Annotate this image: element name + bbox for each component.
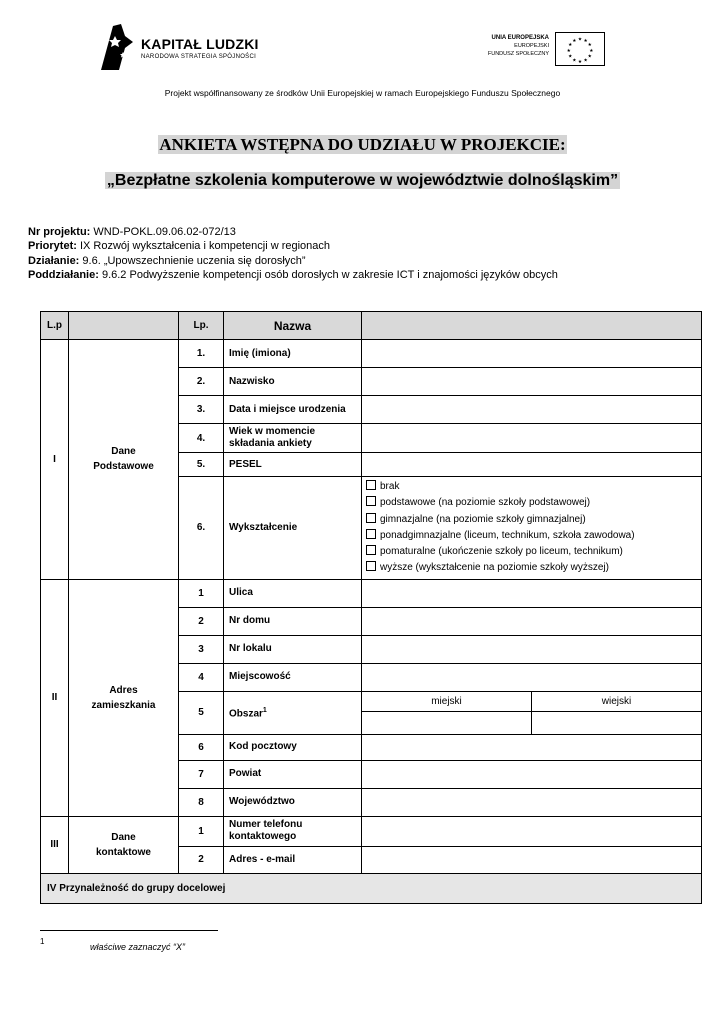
svg-text:★: ★ — [577, 37, 583, 43]
row-num: 2 — [179, 846, 224, 873]
document-title: ANKIETA WSTĘPNA DO UDZIAŁU W PROJEKCIE: — [159, 135, 566, 154]
checkbox-icon[interactable] — [366, 561, 376, 571]
field-label: PESEL — [224, 453, 362, 477]
obszar-wiejski-input[interactable] — [532, 712, 702, 734]
field-label: Nr lokalu — [224, 635, 362, 663]
education-options — [362, 477, 702, 580]
svg-text:★: ★ — [583, 58, 588, 64]
row-num: 4 — [179, 663, 224, 691]
row-num: 5. — [179, 453, 224, 477]
svg-text:★: ★ — [566, 48, 571, 54]
field-label: Kod pocztowy — [224, 734, 362, 760]
field-label: Numer telefonu kontaktowego — [224, 816, 362, 846]
obszar-miejski-label: miejski — [362, 692, 532, 712]
field-label: Wykształcenie — [224, 477, 362, 580]
ulica-input[interactable] — [362, 579, 702, 607]
row-num: 2 — [179, 607, 224, 635]
row-num: 4. — [179, 424, 224, 453]
header-lp2: Lp. — [179, 312, 224, 340]
checkbox-icon[interactable] — [366, 529, 376, 539]
row-num: 1 — [179, 816, 224, 846]
obszar-cell — [362, 691, 702, 734]
obszar-miejski-input[interactable] — [362, 712, 532, 734]
education-option[interactable]: podstawowe (na poziomie szkoły podstawowej) — [366, 495, 697, 511]
footnote-number: 1 — [40, 937, 45, 946]
svg-text:★: ★ — [589, 48, 594, 54]
obszar-subtable — [362, 692, 701, 734]
info-poddzialanie: Poddziałanie: 9.6.2 Podwyższenie kompetencji osób dorosłych w zakresie ICT i znajomości języków obcych — [28, 268, 558, 281]
svg-text:★: ★ — [587, 54, 592, 60]
svg-text:★: ★ — [577, 60, 583, 66]
table-row — [41, 340, 702, 368]
table-row — [41, 579, 702, 607]
svg-text:★: ★ — [572, 58, 577, 64]
nr-lokalu-input[interactable] — [362, 635, 702, 663]
field-label: Nazwisko — [224, 368, 362, 396]
cofinancing-note: Projekt współfinansowany ze środków Unii Europejskiej w ramach Europejskiego Funduszu Społecznego — [164, 88, 561, 98]
field-label: Województwo — [224, 788, 362, 816]
row-num: 2. — [179, 368, 224, 396]
wiek-input[interactable] — [362, 424, 702, 453]
row-num: 1. — [179, 340, 224, 368]
checkbox-icon[interactable] — [366, 545, 376, 555]
kapital-ludzki-logo — [95, 22, 265, 72]
section-2-label: Adres zamieszkania — [69, 579, 179, 816]
row-num: 3. — [179, 396, 224, 424]
eu-line1: UNIA EUROPEJSKA — [491, 35, 549, 41]
survey-table — [40, 311, 702, 904]
header-lp: L.p — [41, 312, 69, 340]
powiat-input[interactable] — [362, 760, 702, 788]
table-row — [41, 873, 702, 903]
logo-title: KAPITAŁ LUDZKI — [141, 36, 259, 52]
education-option[interactable]: pomaturalne (ukończenie szkoły po liceum, technikum) — [366, 544, 697, 560]
row-num: 1 — [179, 579, 224, 607]
table-header — [41, 312, 702, 340]
footnote-divider — [40, 930, 218, 931]
row-num: 8 — [179, 788, 224, 816]
pesel-input[interactable] — [362, 453, 702, 477]
email-input[interactable] — [362, 846, 702, 873]
eu-line2: EUROPEJSKI — [514, 43, 549, 49]
svg-text:★: ★ — [587, 43, 592, 49]
checkbox-icon[interactable] — [366, 496, 376, 506]
section-1-roman: I — [41, 340, 69, 580]
svg-text:★: ★ — [568, 54, 573, 60]
section-3-roman: III — [41, 816, 69, 873]
table-row — [41, 816, 702, 846]
field-label: Imię (imiona) — [224, 340, 362, 368]
section-3-label: Dane kontaktowe — [69, 816, 179, 873]
row-num: 6 — [179, 734, 224, 760]
header-value — [362, 312, 702, 340]
eu-logo-text — [488, 34, 549, 58]
field-label: Obszar$^1$ — [224, 691, 362, 734]
nr-domu-input[interactable] — [362, 607, 702, 635]
kod-pocztowy-input[interactable] — [362, 734, 702, 760]
nazwisko-input[interactable] — [362, 368, 702, 396]
footnote-text: właściwe zaznaczyć “X” — [90, 942, 186, 952]
field-label: Data i miejsce urodzenia — [224, 396, 362, 424]
info-priorytet: Priorytet: IX Rozwój wykształcenia i kompetencji w regionach — [28, 240, 331, 253]
telefon-input[interactable] — [362, 816, 702, 846]
field-label: Powiat — [224, 760, 362, 788]
row-num: 7 — [179, 760, 224, 788]
education-option[interactable]: gimnazjalne (na poziomie szkoły gimnazjalnej) — [366, 512, 697, 528]
education-option[interactable]: brak — [366, 479, 697, 495]
header-blank — [69, 312, 179, 340]
svg-text:★: ★ — [568, 43, 573, 49]
checkbox-icon[interactable] — [366, 480, 376, 490]
info-nr: Nr projektu: WND-POKL.09.06.02-072/13 — [28, 226, 236, 238]
field-label: Ulica — [224, 579, 362, 607]
field-label: Miejscowość — [224, 663, 362, 691]
miejscowosc-input[interactable] — [362, 663, 702, 691]
info-dzialanie: Działanie: 9.6. „Upowszechnienie uczenia się dorosłych” — [28, 254, 306, 267]
eu-logo — [480, 32, 605, 66]
header-nazwa: Nazwa — [224, 312, 362, 340]
project-info — [28, 225, 558, 282]
obszar-wiejski-label: wiejski — [532, 692, 702, 712]
eu-line3: FUNDUSZ SPOŁECZNY — [487, 51, 549, 57]
field-label: Nr domu — [224, 607, 362, 635]
field-label: Wiek w momencie składania ankiety — [224, 424, 362, 453]
data-urodzenia-input[interactable] — [362, 396, 702, 424]
wojewodztwo-input[interactable] — [362, 788, 702, 816]
row-num: 5 — [179, 691, 224, 734]
imie-input[interactable] — [362, 340, 702, 368]
svg-text:★: ★ — [572, 39, 577, 45]
project-title: „Bezpłatne szkolenia komputerowe w województwie dolnośląskim” — [106, 172, 619, 189]
section-4-label: IV Przynależność do grupy docelowej — [41, 873, 702, 903]
row-num: 6. — [179, 477, 224, 580]
education-option[interactable]: ponadgimnazjalne (liceum, technikum, szkoła zawodowa) — [366, 528, 697, 544]
row-num: 3 — [179, 635, 224, 663]
field-label: Adres - e-mail — [224, 846, 362, 873]
checkbox-icon[interactable] — [366, 513, 376, 523]
section-1-label: Dane Podstawowe — [69, 340, 179, 580]
education-option[interactable]: wyższe (wykształcenie na poziomie szkoły wyższej) — [366, 560, 697, 576]
kapital-ludzki-emblem-icon — [95, 22, 137, 72]
svg-text:★: ★ — [583, 39, 588, 45]
section-2-roman: II — [41, 579, 69, 816]
eu-flag-icon — [555, 32, 605, 66]
logo-subtitle: NARODOWA STRATEGIA SPÓJNOŚCI — [141, 54, 257, 60]
